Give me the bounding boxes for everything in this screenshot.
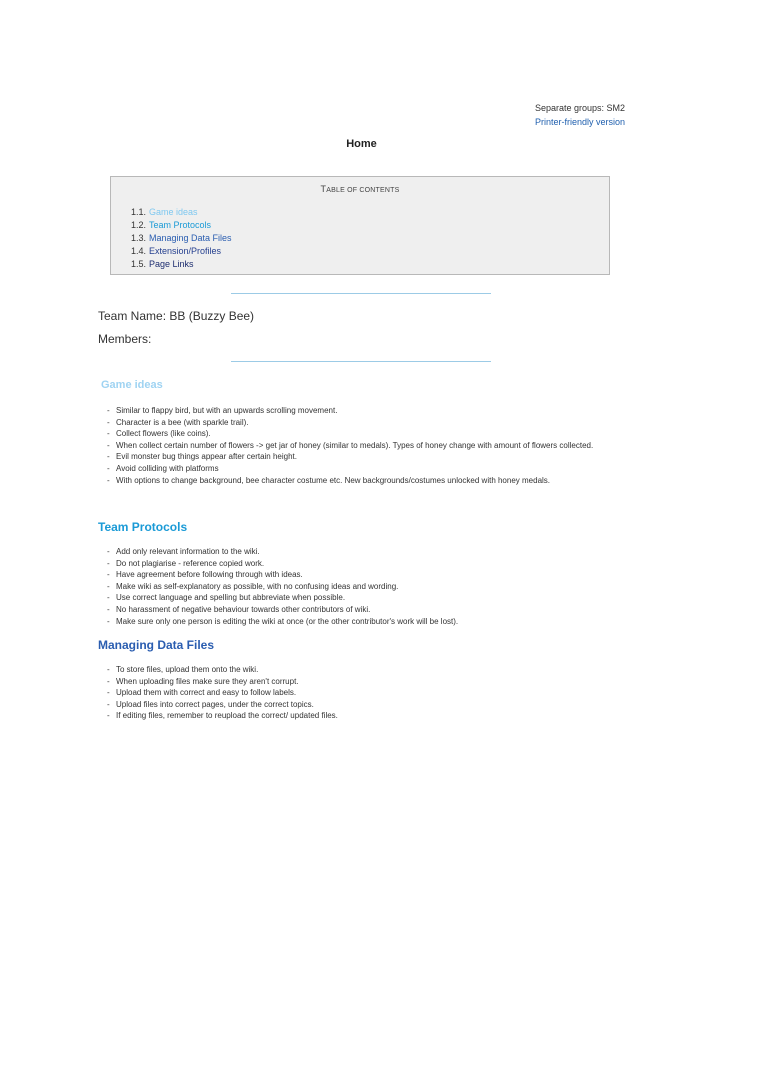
list-item: - Avoid colliding with platforms xyxy=(107,463,607,475)
printer-friendly-link[interactable]: Printer-friendly version xyxy=(534,117,625,127)
toc-link-extension-profiles[interactable]: Extension/Profiles xyxy=(149,246,222,256)
list-item: - No harassment of negative behaviour towards other contributors of wiki. xyxy=(107,604,607,616)
list-item: - Make wiki as self-explanatory as possible, with no confusing ideas and wording. xyxy=(107,581,607,593)
list-item: - Do not plagiarise - reference copied work. xyxy=(107,558,607,570)
list-item: - When uploading files make sure they aren't corrupt. xyxy=(107,676,607,688)
list-item: - Have agreement before following through with ideas. xyxy=(107,569,607,581)
list-item: - Use correct language and spelling but abbreviate when possible. xyxy=(107,592,607,604)
separate-groups-text: Separate groups: SM2 xyxy=(534,103,625,113)
page-title: Home xyxy=(346,138,377,150)
list-item: - Character is a bee (with sparkle trail). xyxy=(107,417,607,429)
team-protocols-list xyxy=(107,546,607,627)
toc-title: TABLE OF CONTENTS xyxy=(320,184,400,194)
list-item: - Similar to flappy bird, but with an upwards scrolling movement. xyxy=(107,405,607,417)
table-of-contents xyxy=(110,176,610,275)
list-item: - Add only relevant information to the wiki. xyxy=(107,546,607,558)
toc-item: 1.5. Page Links xyxy=(131,259,194,269)
list-item: - Evil monster bug things appear after certain height. xyxy=(107,451,607,463)
header-info xyxy=(535,101,625,129)
toc-link-page-links[interactable]: Page Links xyxy=(149,259,194,269)
heading-managing-data-files: Managing Data Files xyxy=(98,638,215,652)
list-item: - Collect flowers (like coins). xyxy=(107,428,607,440)
toc-item: 1.1. Game ideas xyxy=(131,207,198,217)
game-ideas-list xyxy=(107,405,607,486)
members-label: Members: xyxy=(98,332,152,346)
toc-item: 1.3. Managing Data Files xyxy=(131,233,232,243)
list-item: - Upload them with correct and easy to follow labels. xyxy=(107,687,607,699)
toc-item: 1.4. Extension/Profiles xyxy=(131,246,222,256)
divider xyxy=(231,293,491,294)
heading-game-ideas: Game ideas xyxy=(101,379,163,391)
heading-team-protocols: Team Protocols xyxy=(98,520,188,534)
divider xyxy=(231,361,491,362)
toc-list xyxy=(131,206,609,271)
toc-item: 1.2. Team Protocols xyxy=(131,220,212,230)
list-item: - To store files, upload them onto the wiki. xyxy=(107,664,607,676)
list-item: - With options to change background, bee character costume etc. New backgrounds/costumes unlocked with honey medals. xyxy=(107,475,607,487)
managing-data-files-list xyxy=(107,664,607,722)
list-item: - If editing files, remember to reupload the correct/ updated files. xyxy=(107,710,607,722)
list-item: - Make sure only one person is editing the wiki at once (or the other contributor's work will be lost). xyxy=(107,616,607,628)
toc-link-managing-data-files[interactable]: Managing Data Files xyxy=(149,233,232,243)
list-item: - When collect certain number of flowers -> get jar of honey (similar to medals). Types of honey change with amount of flowers collected. xyxy=(107,440,607,452)
team-name: Team Name: BB (Buzzy Bee) xyxy=(98,309,255,323)
toc-link-team-protocols[interactable]: Team Protocols xyxy=(149,220,212,230)
toc-link-game-ideas[interactable]: Game ideas xyxy=(149,207,198,217)
list-item: - Upload files into correct pages, under the correct topics. xyxy=(107,699,607,711)
